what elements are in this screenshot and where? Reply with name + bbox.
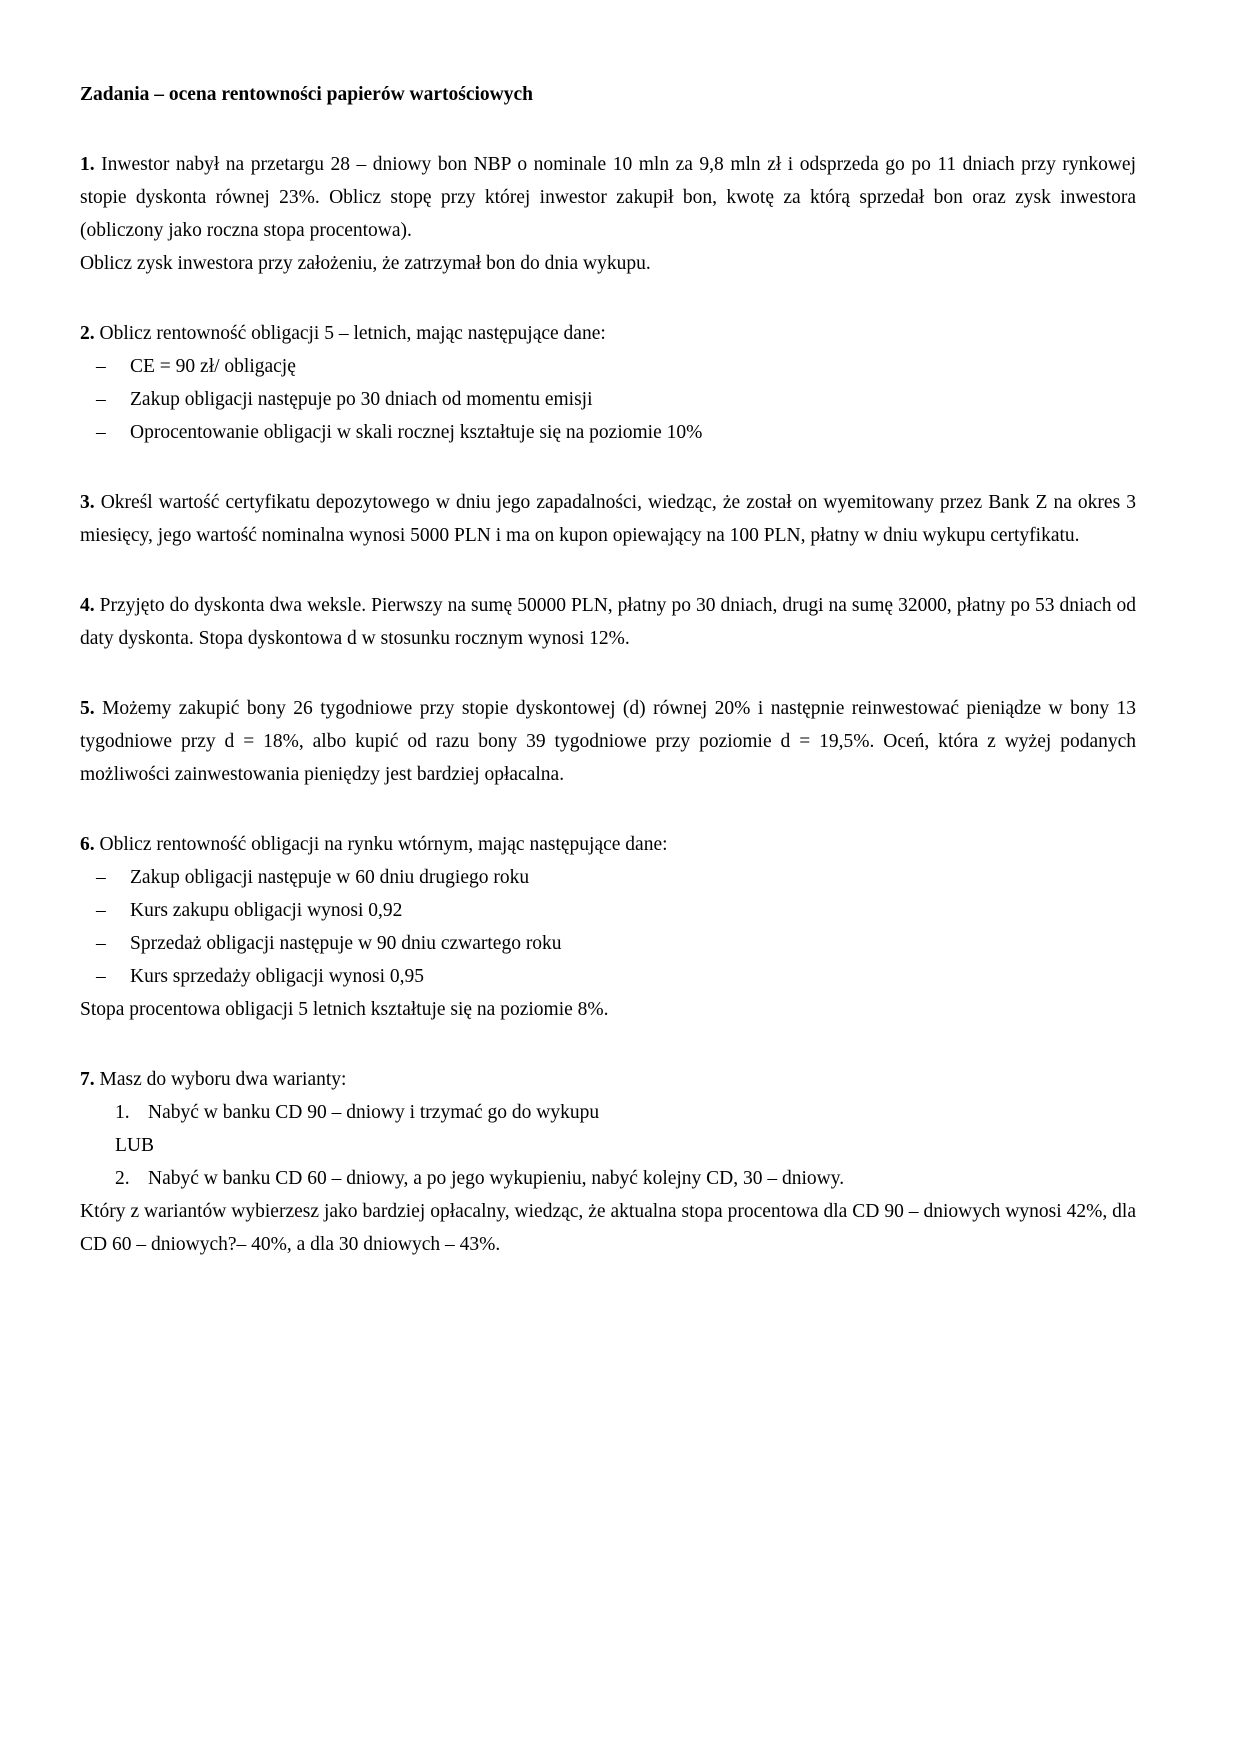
list-item (80, 861, 1136, 894)
problem-3-number: 3. (80, 492, 95, 513)
dash-marker: – (96, 900, 106, 921)
problem-2-intro (80, 317, 1136, 350)
list-item (80, 383, 1136, 416)
problem-6-outro: Stopa procentowa obligacji 5 letnich kształtuje się na poziomie 8%. (80, 999, 609, 1020)
problem-6 (80, 828, 1136, 1026)
problem-5-number: 5. (80, 698, 95, 719)
list-item-text: Oprocentowanie obligacji w skali rocznej kształtuje się na poziomie 10% (130, 422, 703, 443)
problem-3-paragraph (80, 486, 1136, 552)
problem-7-intro-text: Masz do wyboru dwa warianty: (99, 1069, 347, 1090)
problem-7-outro: Który z wariantów wybierzesz jako bardziej opłacalny, wiedząc, że aktualna stopa procentowa dla CD 90 – dniowych wynosi 42%, dla CD 60 – dniowych?– 40%, a dla 30 dniowych – 43%. (80, 1201, 1136, 1255)
list-item-text: Kurs zakupu obligacji wynosi 0,92 (130, 900, 403, 921)
problem-7-intro (80, 1063, 1136, 1096)
problem-1-number: 1. (80, 154, 95, 175)
variant-1-number: 1. (115, 1102, 130, 1123)
problem-4 (80, 589, 1136, 655)
list-item-text: Zakup obligacji następuje po 30 dniach od momentu emisji (130, 389, 593, 410)
list-item (80, 350, 1136, 383)
list-item-text: CE = 90 zł/ obligację (130, 356, 296, 377)
variant-2-text: Nabyć w banku CD 60 – dniowy, a po jego wykupieniu, nabyć kolejny CD, 30 – dniowy. (148, 1168, 845, 1189)
problem-2 (80, 317, 1136, 449)
list-item-text: Kurs sprzedaży obligacji wynosi 0,95 (130, 966, 425, 987)
problem-5-paragraph (80, 692, 1136, 791)
list-item (80, 927, 1136, 960)
problem-1-text-2: Oblicz zysk inwestora przy założeniu, że zatrzymał bon do dnia wykupu. (80, 253, 651, 274)
problem-7 (80, 1063, 1136, 1261)
dash-marker: – (96, 933, 106, 954)
problem-4-number: 4. (80, 595, 95, 616)
problem-6-intro (80, 828, 1136, 861)
problem-1 (80, 148, 1136, 280)
variant-2 (80, 1162, 1136, 1195)
problem-4-paragraph (80, 589, 1136, 655)
problem-3-text: Określ wartość certyfikatu depozytowego w dniu jego zapadalności, wiedząc, że został on wyemitowany przez Bank Z na okres 3 miesięcy, jego wartość nominalna wynosi 5000 PLN i ma on kupon opiewający na 100 PLN, płatny w dniu wykupu certyfikatu. (80, 492, 1136, 546)
problem-6-number: 6. (80, 834, 95, 855)
problem-2-list (80, 350, 1136, 449)
or-label: LUB (115, 1135, 154, 1156)
dash-marker: – (96, 389, 106, 410)
problem-5-text: Możemy zakupić bony 26 tygodniowe przy stopie dyskontowej (d) równej 20% i następnie reinwestować pieniądze w bony 13 tygodniowe przy d = 18%, albo kupić od razu bony 39 tygodniowe przy poziomie d = 19,5%. Oceń, która z wyżej podanych możliwości zainwestowania pieniędzy jest bardziej opłacalna. (80, 698, 1136, 785)
list-item (80, 960, 1136, 993)
dash-marker: – (96, 356, 106, 377)
dash-marker: – (96, 966, 106, 987)
dash-marker: – (96, 867, 106, 888)
problem-1-paragraph (80, 148, 1136, 247)
variant-1-text: Nabyć w banku CD 90 – dniowy i trzymać go do wykupu (148, 1102, 600, 1123)
problem-6-intro-text: Oblicz rentowność obligacji na rynku wtórnym, mając następujące dane: (99, 834, 668, 855)
problem-1-text: Inwestor nabył na przetargu 28 – dniowy bon NBP o nominale 10 mln za 9,8 mln zł i odsprzeda go po 11 dniach przy rynkowej stopie dyskonta równej 23%. Oblicz stopę przy której inwestor zakupił bon, kwotę za którą sprzedał bon oraz zysk inwestora (obliczony jako roczna stopa procentowa). (80, 154, 1136, 241)
problem-3 (80, 486, 1136, 552)
document-title: Zadania – ocena rentowności papierów wartościowych (80, 84, 534, 105)
problem-2-intro-text: Oblicz rentowność obligacji 5 – letnich, mając następujące dane: (99, 323, 606, 344)
list-item (80, 894, 1136, 927)
variant-2-number: 2. (115, 1168, 130, 1189)
list-item-text: Zakup obligacji następuje w 60 dniu drugiego roku (130, 867, 530, 888)
problem-4-text: Przyjęto do dyskonta dwa weksle. Pierwszy na sumę 50000 PLN, płatny po 30 dniach, drugi na sumę 32000, płatny po 53 dniach od daty dyskonta. Stopa dyskontowa d w stosunku rocznym wynosi 12%. (80, 595, 1136, 649)
problem-7-number: 7. (80, 1069, 95, 1090)
problem-5 (80, 692, 1136, 791)
list-item-text: Sprzedaż obligacji następuje w 90 dniu czwartego roku (130, 933, 562, 954)
problem-2-number: 2. (80, 323, 95, 344)
list-item (80, 416, 1136, 449)
dash-marker: – (96, 422, 106, 443)
variant-1 (80, 1096, 1136, 1129)
problem-6-list (80, 861, 1136, 993)
